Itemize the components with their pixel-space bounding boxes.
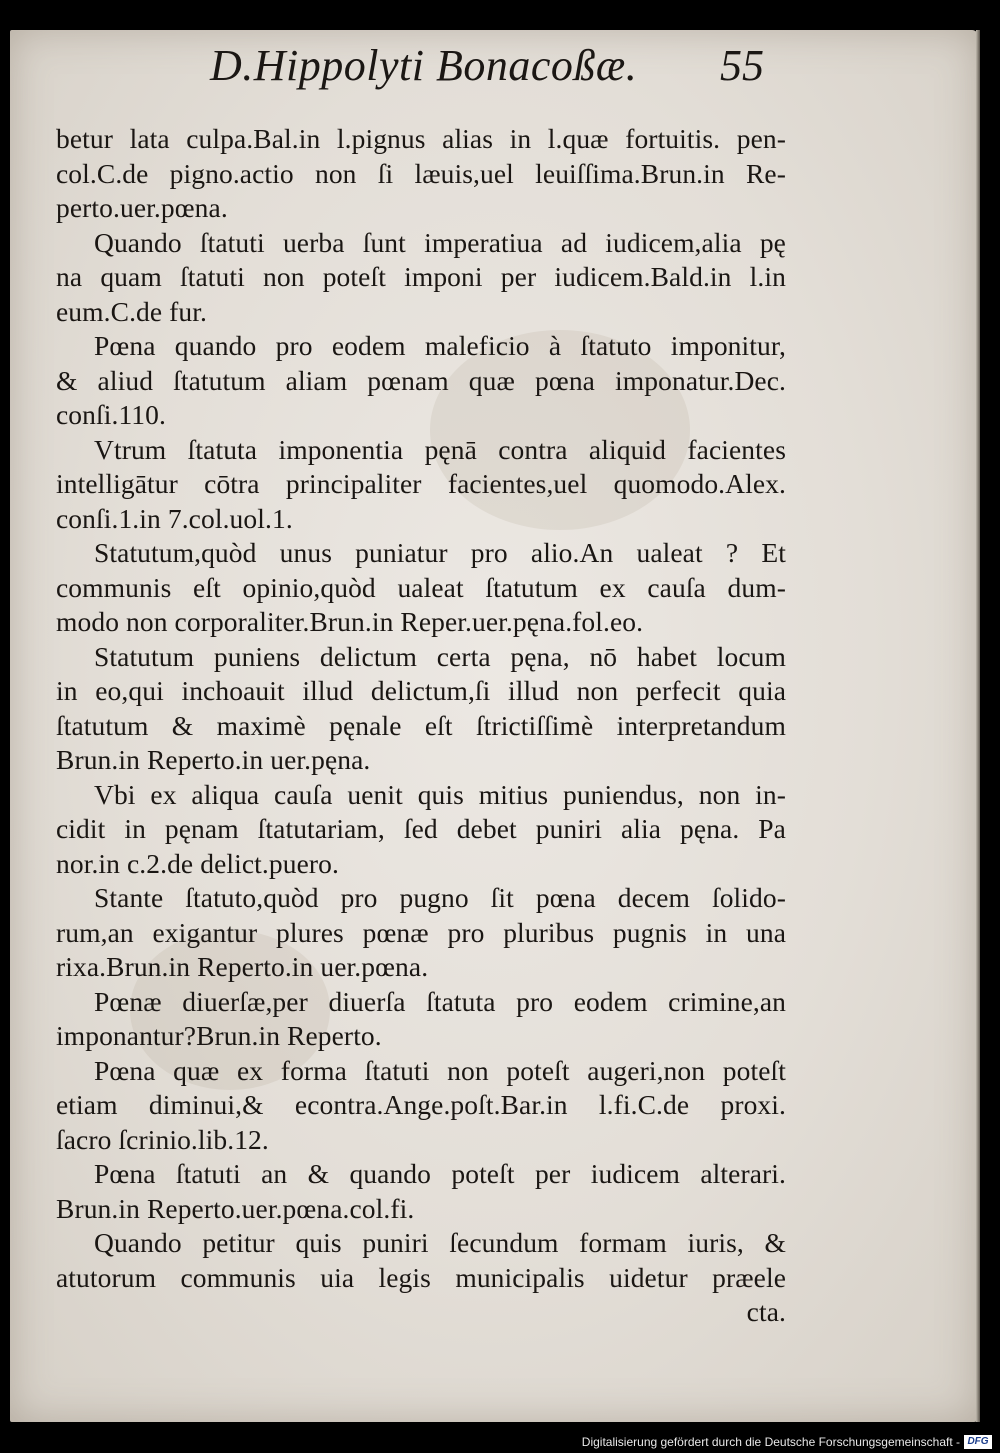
text-line: betur lata culpa.Bal.in l.pignus alias in l.quæ fortuitis. pen-	[56, 123, 786, 154]
text-line: in eo,qui inchoauit illud delictum,ſi illud non perfecit quia	[56, 675, 786, 706]
page-edge	[976, 30, 980, 1422]
text-line: Vtrum ſtatuta imponentia pęnā contra aliquid facientes	[94, 433, 786, 465]
text-line: & aliud ſtatutum aliam pœnam quæ pœna imponatur.Dec.	[56, 364, 786, 396]
catchword: cta.	[746, 1296, 786, 1327]
footer-credit: Digitalisierung gefördert durch die Deutsche Forschungsgemeinschaft -	[581, 1435, 960, 1449]
text-line: Statutum,quòd unus puniatur pro alio.An ualeat ? Et	[94, 537, 786, 568]
text-line: na quam ſtatuti non poteſt imponi per iudicem.Bald.in l.in	[56, 261, 786, 292]
text-line: Brun.in Reperto.uer.pœna.col.fi.	[56, 1192, 415, 1224]
text-line: col.C.de pigno.actio non ſi læuis,uel leuiſſima.Brun.in Re-	[56, 157, 786, 189]
text-line: Vbi ex aliqua cauſa uenit quis mitius puniendus, non in-	[94, 778, 786, 810]
text-line: Stante ſtatuto,quòd pro pugno ſit pœna decem ſolido-	[94, 882, 786, 913]
text-line: communis eſt opinio,quòd ualeat ſtatutum ex cauſa dum-	[56, 571, 786, 603]
text-line: conſi.1.in 7.col.uol.1.	[56, 502, 293, 534]
text-line: Brun.in Reperto.in uer.pęna.	[56, 744, 371, 775]
text-line: Statutum puniens delictum certa pęna, nō habet locum	[94, 640, 786, 672]
running-head	[210, 40, 830, 100]
dfg-logo-icon: DFG	[964, 1435, 992, 1449]
footer-bar	[0, 1432, 1000, 1453]
text-line: Quando petitur quis puniri ſecundum formam iuris, &	[94, 1227, 786, 1258]
text-line: Pœna quæ ex forma ſtatuti non poteſt augeri,non poteſt	[94, 1054, 786, 1086]
text-line: rum,an exigantur plures pœnæ pro pluribus pugnis in una	[56, 916, 786, 948]
text-line: Pœna quando pro eodem maleficio à ſtatuto imponitur,	[94, 330, 786, 361]
text-line: cidit in pęnam ſtatutariam, ſed debet puniri alia pęna. Pa	[56, 813, 786, 844]
text-line: Quando ſtatuti uerba ſunt imperatiua ad iudicem,alia pę	[94, 226, 786, 258]
text-line: ſtatutum & maximè pęnale eſt ſtrictiſſimè interpretandum	[56, 709, 786, 741]
text-line: etiam diminui,& econtra.Ange.poſt.Bar.in l.fi.C.de proxi.	[56, 1089, 786, 1120]
text-line: nor.in c.2.de delict.puero.	[56, 847, 339, 879]
text-line: atutorum communis uia legis municipalis uidetur præele	[56, 1261, 786, 1293]
text-line: ſacro ſcrinio.lib.12.	[56, 1123, 269, 1155]
text-line: intelligātur cōtra principaliter facientes,uel quomodo.Alex.	[56, 468, 786, 499]
text-line: conſi.110.	[56, 399, 166, 430]
body-text	[56, 122, 786, 1330]
text-line: Pœnæ diuerſæ,per diuerſa ſtatuta pro eodem crimine,an	[94, 985, 786, 1017]
text-line: modo non corporaliter.Brun.in Reper.uer.pęna.fol.eo.	[56, 606, 644, 637]
page-number: 55	[720, 41, 764, 90]
text-line: imponantur?Brun.in Reperto.	[56, 1020, 382, 1051]
text-line: rixa.Brun.in Reperto.in uer.pœna.	[56, 951, 429, 982]
text-line: eum.C.de fur.	[56, 295, 207, 327]
running-title: D.Hippolyti Bonacoßæ.	[210, 41, 638, 90]
text-line: Pœna ſtatuti an & quando poteſt per iudicem alterari.	[94, 1158, 786, 1189]
text-line: perto.uer.pœna.	[56, 192, 228, 223]
